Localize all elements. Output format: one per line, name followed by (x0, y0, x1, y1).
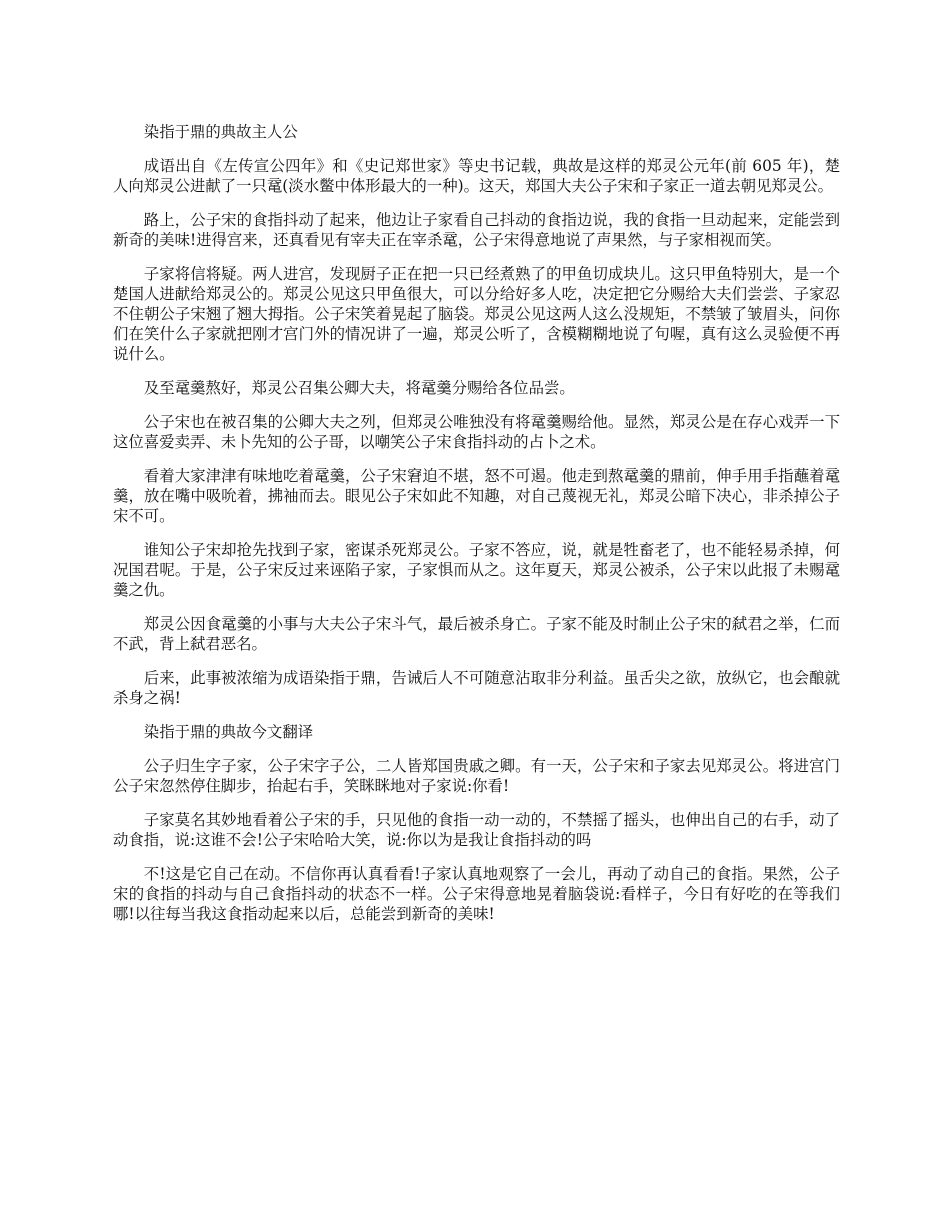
section-heading-protagonist: 染指于鼎的典故主人公 (143, 123, 298, 141)
document-page (113, 122, 840, 938)
paragraph: 不!这是它自己在动。不信你再认真看看!子家认真地观察了一会儿，再动了动自己的食指。果然，公子宋的食指的抖动与自己食指抖动的状态不一样。公子宋得意地晃着脑袋说:看样子，今日有好吃的在等我们哪!以往每当我这食指动起来以后，总能尝到新奇的美味! (113, 865, 840, 923)
paragraph: 谁知公子宋却抢先找到子家，密谋杀死郑灵公。子家不答应，说，就是牲畜老了，也不能轻易杀掉，何况国君呢。于是，公子宋反过来诬陷子家，子家惧而从之。这年夏天，郑灵公被杀，公子宋以此报了未赐鼋羹之仇。 (113, 541, 840, 599)
paragraph: 公子宋也在被召集的公卿大夫之列，但郑灵公唯独没有将鼋羹赐给他。显然，郑灵公是在存心戏弄一下这位喜爱卖弄、未卜先知的公子哥，以嘲笑公子宋食指抖动的占卜之术。 (113, 413, 840, 451)
paragraph: 后来，此事被浓缩为成语染指于鼎，告诫后人不可随意沾取非分利益。虽舌尖之欲，放纵它，也会酿就杀身之祸! (113, 669, 840, 707)
paragraph: 郑灵公因食鼋羹的小事与大夫公子宋斗气，最后被杀身亡。子家不能及时制止公子宋的弑君之举，仁而不武，背上弑君恶名。 (113, 615, 840, 653)
paragraph: 及至鼋羹熬好，郑灵公召集公卿大夫，将鼋羹分赐给各位品尝。 (143, 379, 575, 397)
paragraph: 子家莫名其妙地看着公子宋的手，只见他的食指一动一动的，不禁摇了摇头，也伸出自己的右手，动了动食指，说:这谁不会!公子宋哈哈大笑，说:你以为是我让食指抖动的吗 (113, 811, 840, 849)
paragraph: 路上，公子宋的食指抖动了起来，他边让子家看自己抖动的食指边说，我的食指一旦动起来，定能尝到新奇的美味!进得宫来，还真看见有宰夫正在宰杀鼋，公子宋得意地说了声果然，与子家相视而笑。 (113, 211, 840, 249)
paragraph: 公子归生字子家，公子宋字子公，二人皆郑国贵戚之卿。有一天，公子宋和子家去见郑灵公。将进宫门公子宋忽然停住脚步，抬起右手，笑眯眯地对子家说:你看! (113, 757, 840, 795)
paragraph: 看着大家津津有味地吃着鼋羹，公子宋窘迫不堪，怒不可遏。他走到熬鼋羹的鼎前，伸手用手指蘸着鼋羹，放在嘴中吸吮着，拂袖而去。眼见公子宋如此不知趣，对自己蔑视无礼，郑灵公暗下决心，非杀掉公子宋不可。 (113, 467, 840, 525)
paragraph: 成语出自《左传宣公四年》和《史记郑世家》等史书记载，典故是这样的郑灵公元年(前 605 年)，楚人向郑灵公进献了一只鼋(淡水鳖中体形最大的一种)。这天，郑国大夫公子宋和子家正一道去朝见郑灵公。 (113, 157, 840, 195)
paragraph: 子家将信将疑。两人进宫，发现厨子正在把一只已经煮熟了的甲鱼切成块儿。这只甲鱼特别大，是一个楚国人进献给郑灵公的。郑灵公见这只甲鱼很大，可以分给好多人吃，决定把它分赐给大夫们尝尝、子家忍不住朝公子宋翘了翘大拇指。公子宋笑着晃起了脑袋。郑灵公见这两人这么没规矩，不禁皱了皱眉头，问你们在笑什么子家就把刚才宫门外的情况讲了一遍，郑灵公听了，含模糊糊地说了句喔，真有这么灵验便不再说什么。 (113, 265, 840, 363)
section-heading-translation: 染指于鼎的典故今文翻译 (143, 723, 314, 741)
